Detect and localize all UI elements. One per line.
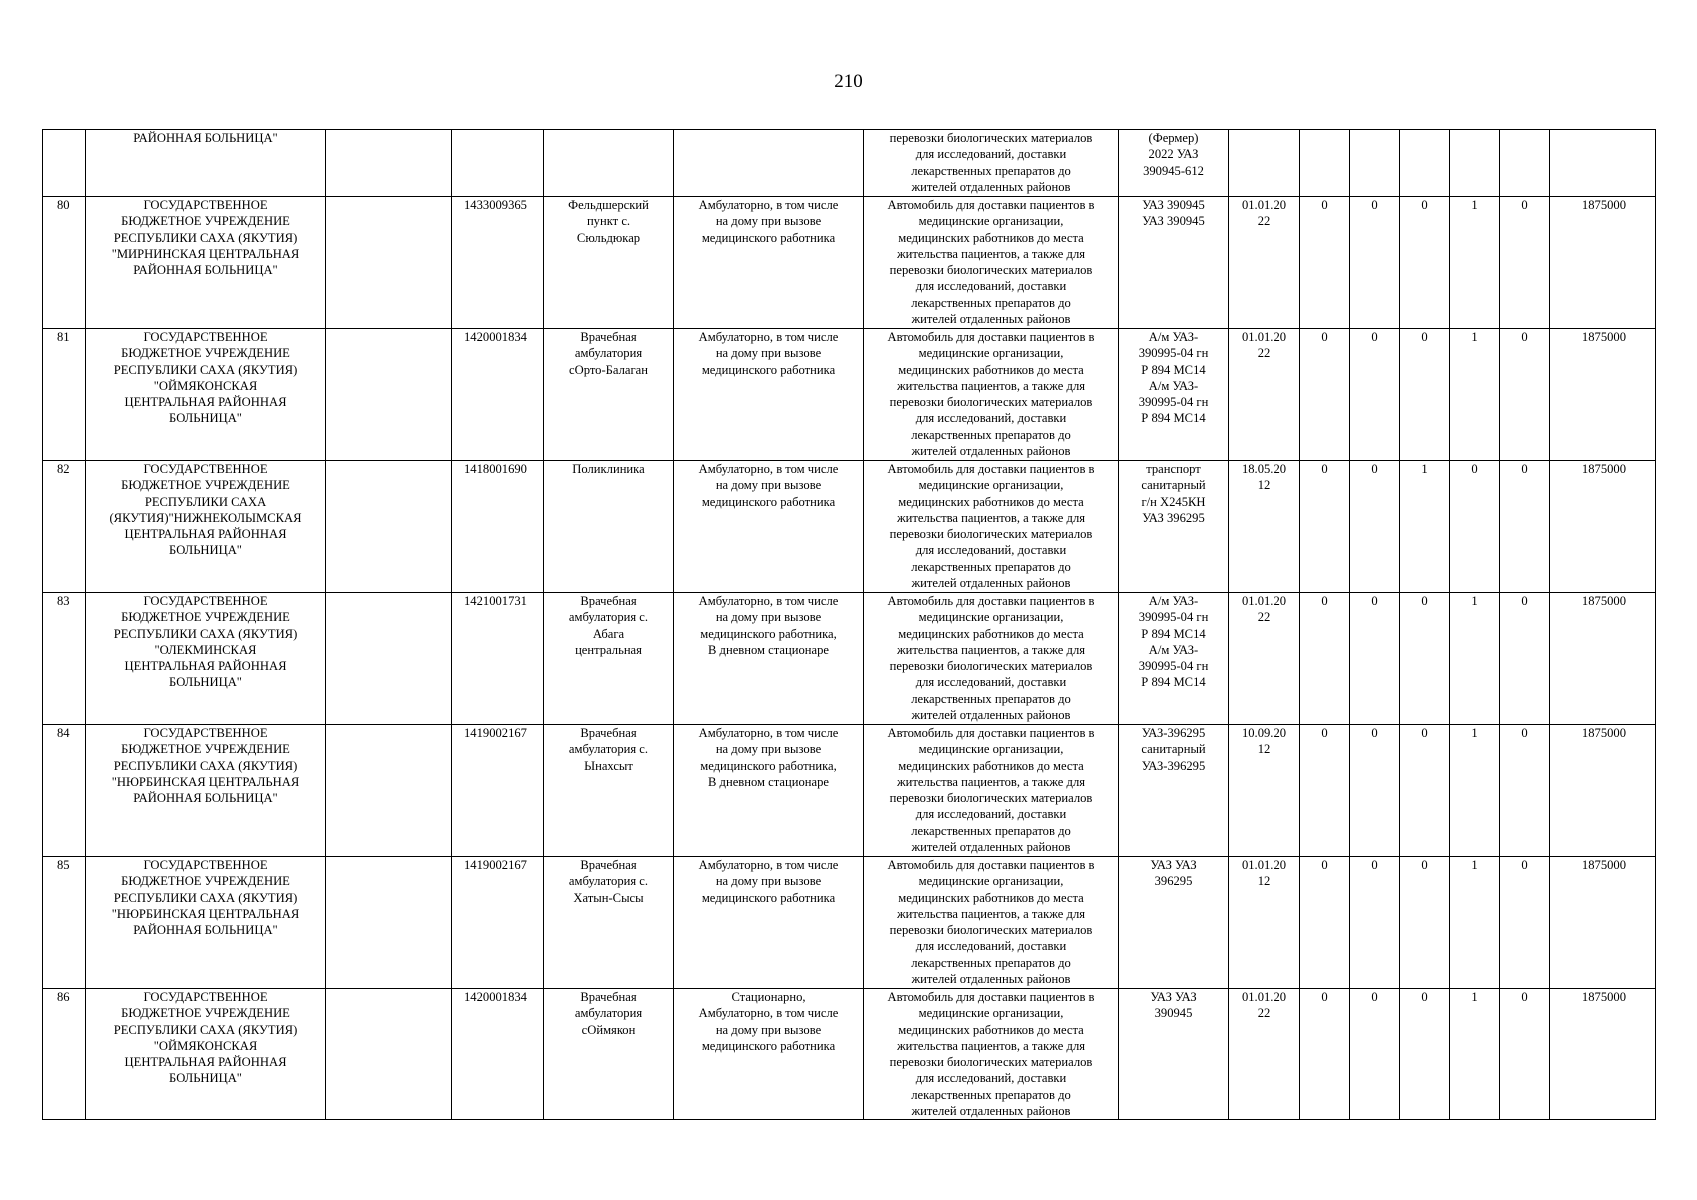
table-row — [43, 857, 1656, 989]
cell-date: 01.01.20 12 — [1229, 857, 1300, 989]
cell-num: 84 — [43, 725, 86, 857]
cell-organization: ГОСУДАРСТВЕННОЕ БЮДЖЕТНОЕ УЧРЕЖДЕНИЕ РЕСПУБЛИКИ САХА (ЯКУТИЯ) "ОЙМЯКОНСКАЯ ЦЕНТРАЛЬНАЯ РАЙОННАЯ БОЛЬНИЦА" — [86, 329, 326, 461]
cell-date: 10.09.20 12 — [1229, 725, 1300, 857]
cell-count: 0 — [1500, 725, 1550, 857]
cell-vehicle: УАЗ УАЗ 396295 — [1119, 857, 1229, 989]
cell-empty — [326, 461, 452, 593]
table-row — [43, 197, 1656, 329]
cell-date — [1229, 130, 1300, 197]
cell-amount: 1875000 — [1550, 329, 1656, 461]
cell-count: 1 — [1400, 461, 1450, 593]
cell-care-conditions: Амбулаторно, в том числе на дому при вызове медицинского работника — [674, 329, 864, 461]
cell-count: 0 — [1350, 197, 1400, 329]
cell-transport-purpose: Автомобиль для доставки пациентов в медицинские организации, медицинских работников до места жительства пациентов, а также для перевозки биологических материалов для исследований, доставки лекарственных препаратов до жителей отдаленных районов — [864, 725, 1119, 857]
table-row — [43, 461, 1656, 593]
cell-organization: ГОСУДАРСТВЕННОЕ БЮДЖЕТНОЕ УЧРЕЖДЕНИЕ РЕСПУБЛИКИ САХА (ЯКУТИЯ) "НЮРБИНСКАЯ ЦЕНТРАЛЬНАЯ РАЙОННАЯ БОЛЬНИЦА" — [86, 725, 326, 857]
cell-count: 0 — [1400, 857, 1450, 989]
cell-organization: ГОСУДАРСТВЕННОЕ БЮДЖЕТНОЕ УЧРЕЖДЕНИЕ РЕСПУБЛИКИ САХА (ЯКУТИЯ) "ОЙМЯКОНСКАЯ ЦЕНТРАЛЬНАЯ РАЙОННАЯ БОЛЬНИЦА" — [86, 989, 326, 1120]
cell-count: 0 — [1400, 197, 1450, 329]
cell-count: 0 — [1300, 197, 1350, 329]
cell-count — [1300, 130, 1350, 197]
cell-inn: 1420001834 — [452, 329, 544, 461]
cell-count: 0 — [1500, 197, 1550, 329]
cell-count: 0 — [1400, 989, 1450, 1120]
cell-num: 82 — [43, 461, 86, 593]
cell-count: 0 — [1500, 857, 1550, 989]
cell-transport-purpose: Автомобиль для доставки пациентов в медицинские организации, медицинских работников до места жительства пациентов, а также для перевозки биологических материалов для исследований, доставки лекарственных препаратов до жителей отдаленных районов — [864, 989, 1119, 1120]
cell-care-conditions — [674, 130, 864, 197]
cell-transport-purpose: Автомобиль для доставки пациентов в медицинские организации, медицинских работников до места жительства пациентов, а также для перевозки биологических материалов для исследований, доставки лекарственных препаратов до жителей отдаленных районов — [864, 461, 1119, 593]
cell-transport-purpose: перевозки биологических материалов для исследований, доставки лекарственных препаратов до жителей отдаленных районов — [864, 130, 1119, 197]
cell-inn: 1419002167 — [452, 857, 544, 989]
cell-count — [1450, 130, 1500, 197]
cell-count: 0 — [1500, 989, 1550, 1120]
cell-count: 0 — [1350, 857, 1400, 989]
table-row — [43, 725, 1656, 857]
cell-count: 1 — [1450, 989, 1500, 1120]
cell-count: 0 — [1500, 329, 1550, 461]
cell-amount: 1875000 — [1550, 593, 1656, 725]
cell-count: 1 — [1450, 329, 1500, 461]
cell-vehicle: УАЗ УАЗ 390945 — [1119, 989, 1229, 1120]
cell-empty — [326, 130, 452, 197]
cell-transport-purpose: Автомобиль для доставки пациентов в медицинские организации, медицинских работников до места жительства пациентов, а также для перевозки биологических материалов для исследований, доставки лекарственных препаратов до жителей отдаленных районов — [864, 593, 1119, 725]
cell-organization: ГОСУДАРСТВЕННОЕ БЮДЖЕТНОЕ УЧРЕЖДЕНИЕ РЕСПУБЛИКИ САХА (ЯКУТИЯ) "НЮРБИНСКАЯ ЦЕНТРАЛЬНАЯ РАЙОННАЯ БОЛЬНИЦА" — [86, 857, 326, 989]
cell-count: 1 — [1450, 857, 1500, 989]
cell-unit: Врачебная амбулатория с. Хатын-Сысы — [544, 857, 674, 989]
cell-count: 0 — [1300, 461, 1350, 593]
cell-count: 0 — [1300, 989, 1350, 1120]
cell-amount — [1550, 130, 1656, 197]
cell-count: 0 — [1400, 329, 1450, 461]
cell-count: 0 — [1300, 593, 1350, 725]
cell-amount: 1875000 — [1550, 989, 1656, 1120]
cell-count: 0 — [1300, 329, 1350, 461]
cell-unit: Поликлиника — [544, 461, 674, 593]
cell-inn: 1419002167 — [452, 725, 544, 857]
cell-count: 1 — [1450, 197, 1500, 329]
cell-count: 0 — [1500, 461, 1550, 593]
cell-organization: ГОСУДАРСТВЕННОЕ БЮДЖЕТНОЕ УЧРЕЖДЕНИЕ РЕСПУБЛИКИ САХА (ЯКУТИЯ) "МИРНИНСКАЯ ЦЕНТРАЛЬНАЯ РАЙОННАЯ БОЛЬНИЦА" — [86, 197, 326, 329]
cell-num: 83 — [43, 593, 86, 725]
cell-count: 1 — [1450, 593, 1500, 725]
cell-num: 86 — [43, 989, 86, 1120]
cell-count: 0 — [1500, 593, 1550, 725]
cell-empty — [326, 329, 452, 461]
cell-count: 0 — [1350, 329, 1400, 461]
cell-unit: Врачебная амбулатория сОймякон — [544, 989, 674, 1120]
cell-count: 0 — [1400, 593, 1450, 725]
cell-count: 0 — [1350, 989, 1400, 1120]
cell-date: 01.01.20 22 — [1229, 989, 1300, 1120]
cell-care-conditions: Стационарно, Амбулаторно, в том числе на дому при вызове медицинского работника — [674, 989, 864, 1120]
cell-vehicle: УАЗ 390945 УАЗ 390945 — [1119, 197, 1229, 329]
cell-count — [1400, 130, 1450, 197]
cell-care-conditions: Амбулаторно, в том числе на дому при вызове медицинского работника, В дневном стационаре — [674, 593, 864, 725]
cell-inn: 1421001731 — [452, 593, 544, 725]
cell-inn: 1418001690 — [452, 461, 544, 593]
cell-count: 1 — [1450, 725, 1500, 857]
cell-empty — [326, 197, 452, 329]
cell-date: 18.05.20 12 — [1229, 461, 1300, 593]
cell-empty — [326, 593, 452, 725]
table-row — [43, 329, 1656, 461]
table-row — [43, 593, 1656, 725]
cell-care-conditions: Амбулаторно, в том числе на дому при вызове медицинского работника — [674, 857, 864, 989]
cell-organization: ГОСУДАРСТВЕННОЕ БЮДЖЕТНОЕ УЧРЕЖДЕНИЕ РЕСПУБЛИКИ САХА (ЯКУТИЯ)"НИЖНЕКОЛЫМСКАЯ ЦЕНТРАЛЬНАЯ РАЙОННАЯ БОЛЬНИЦА" — [86, 461, 326, 593]
cell-transport-purpose: Автомобиль для доставки пациентов в медицинские организации, медицинских работников до места жительства пациентов, а также для перевозки биологических материалов для исследований, доставки лекарственных препаратов до жителей отдаленных районов — [864, 329, 1119, 461]
cell-organization: ГОСУДАРСТВЕННОЕ БЮДЖЕТНОЕ УЧРЕЖДЕНИЕ РЕСПУБЛИКИ САХА (ЯКУТИЯ) "ОЛЕКМИНСКАЯ ЦЕНТРАЛЬНАЯ РАЙОННАЯ БОЛЬНИЦА" — [86, 593, 326, 725]
cell-unit: Врачебная амбулатория с. Абага центральная — [544, 593, 674, 725]
cell-count: 0 — [1300, 725, 1350, 857]
cell-care-conditions: Амбулаторно, в том числе на дому при вызове медицинского работника, В дневном стационаре — [674, 725, 864, 857]
cell-date: 01.01.20 22 — [1229, 197, 1300, 329]
cell-count: 0 — [1350, 593, 1400, 725]
cell-unit: Врачебная амбулатория сОрто-Балаган — [544, 329, 674, 461]
cell-vehicle: транспорт санитарный г/н Х245КН УАЗ 396295 — [1119, 461, 1229, 593]
cell-inn: 1433009365 — [452, 197, 544, 329]
cell-count: 0 — [1450, 461, 1500, 593]
cell-vehicle: А/м УАЗ- 390995-04 гн Р 894 МС14 А/м УАЗ- 390995-04 гн Р 894 МС14 — [1119, 329, 1229, 461]
cell-empty — [326, 989, 452, 1120]
cell-date: 01.01.20 22 — [1229, 329, 1300, 461]
cell-unit: Фельдшерский пункт с. Сюльдюкар — [544, 197, 674, 329]
cell-empty — [326, 857, 452, 989]
cell-inn: 1420001834 — [452, 989, 544, 1120]
cell-count: 0 — [1350, 725, 1400, 857]
cell-vehicle: (Фермер) 2022 УАЗ 390945-612 — [1119, 130, 1229, 197]
cell-organization: РАЙОННАЯ БОЛЬНИЦА" — [86, 130, 326, 197]
cell-count: 0 — [1350, 461, 1400, 593]
cell-care-conditions: Амбулаторно, в том числе на дому при вызове медицинского работника — [674, 461, 864, 593]
table-row — [43, 989, 1656, 1120]
cell-transport-purpose: Автомобиль для доставки пациентов в медицинские организации, медицинских работников до места жительства пациентов, а также для перевозки биологических материалов для исследований, доставки лекарственных препаратов до жителей отдаленных районов — [864, 857, 1119, 989]
cell-count — [1350, 130, 1400, 197]
cell-inn — [452, 130, 544, 197]
cell-care-conditions: Амбулаторно, в том числе на дому при вызове медицинского работника — [674, 197, 864, 329]
cell-transport-purpose: Автомобиль для доставки пациентов в медицинские организации, медицинских работников до места жительства пациентов, а также для перевозки биологических материалов для исследований, доставки лекарственных препаратов до жителей отдаленных районов — [864, 197, 1119, 329]
table-row-continuation — [43, 130, 1656, 197]
cell-amount: 1875000 — [1550, 197, 1656, 329]
cell-amount: 1875000 — [1550, 725, 1656, 857]
cell-unit — [544, 130, 674, 197]
cell-amount: 1875000 — [1550, 857, 1656, 989]
cell-count: 0 — [1300, 857, 1350, 989]
cell-vehicle: УАЗ-396295 санитарный УАЗ-396295 — [1119, 725, 1229, 857]
cell-date: 01.01.20 22 — [1229, 593, 1300, 725]
page-number: 210 — [834, 71, 863, 92]
cell-num — [43, 130, 86, 197]
cell-amount: 1875000 — [1550, 461, 1656, 593]
cell-count — [1500, 130, 1550, 197]
cell-unit: Врачебная амбулатория с. Ынахсыт — [544, 725, 674, 857]
cell-vehicle: А/м УАЗ- 390995-04 гн Р 894 МС14 А/м УАЗ- 390995-04 гн Р 894 МС14 — [1119, 593, 1229, 725]
cell-empty — [326, 725, 452, 857]
cell-num: 81 — [43, 329, 86, 461]
registry-table — [42, 129, 1656, 1120]
cell-num: 85 — [43, 857, 86, 989]
cell-num: 80 — [43, 197, 86, 329]
cell-count: 0 — [1400, 725, 1450, 857]
